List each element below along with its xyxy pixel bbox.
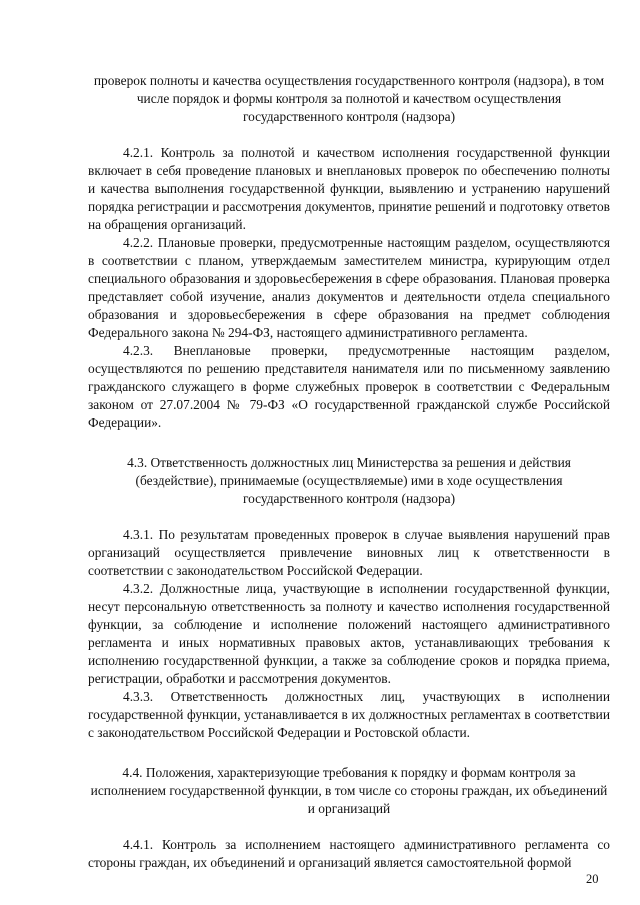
page-number: 20 [586, 872, 599, 886]
paragraph-4-2-1: 4.2.1. Контроль за полнотой и качеством исполнения государственной функции включает в себя проведение плановых и внеплановых проверок по обеспечению полноты и качества выполнения государственной функции, выявлению и устранению нарушений порядка регистрации и рассмотрения документов, принятие решений и подготовку ответов на обращения организаций. [88, 145, 610, 232]
paragraph-4-2-3: 4.2.3. Внеплановые проверки, предусмотренные настоящим разделом, осуществляются по решению представителя нанимателя или по письменному заявлению гражданского служащего в форме служебных проверок в соответствии с Федеральным законом от 27.07.2004 № 79-ФЗ «О государственной гражданской службе Российской Федерации». [88, 343, 610, 430]
paragraph-4-2-2: 4.2.2. Плановые проверки, предусмотренные настоящим разделом, осуществляются в соответствии с планом, утверждаемым заместителем министра, курирующим отдел специального образования и здоровьесбережения в сфере образования. Плановая проверка представляет собой изучение, анализ документов и деятельности отдела специального образования и здоровьесбережения в сфере образования на предмет соблюдения Федерального закона № 294-ФЗ, настоящего административного регламента. [88, 235, 610, 340]
paragraph-4-3-3: 4.3.3. Ответственность должностных лиц, участвующих в исполнении государственной функции, устанавливается в их должностных регламентах в соответствии с законодательством Российской Федерации и Ростовской области. [88, 689, 610, 740]
paragraph-4-3-1: 4.3.1. По результатам проведенных проверок в случае выявления нарушений прав организаций осуществляется привлечение виновных лиц к ответственности в соответствии с законодательством Российской Федерации. [88, 527, 610, 578]
section-heading-4-2: проверок полноты и качества осуществления государственного контроля (надзора), в том числе порядок и формы контроля за полнотой и качеством осуществления государственного контроля (надзора) [93, 73, 605, 124]
paragraph-4-4-1: 4.4.1. Контроль за исполнением настоящего административного регламента со стороны граждан, их объединений и организаций является самостоятельной формой [88, 837, 610, 870]
section-heading-4-3: 4.3. Ответственность должностных лиц Министерства за решения и действия (бездействие), принимаемые (осуществляемые) ими в ходе осуществления государственного контроля (надзора) [127, 455, 571, 506]
section-heading-4-4: 4.4. Положения, характеризующие требования к порядку и формам контроля за исполнением государственной функции, в том числе со стороны граждан, их объединений и организаций [90, 765, 608, 816]
document-page [88, 72, 610, 872]
paragraph-4-3-2: 4.3.2. Должностные лица, участвующие в исполнении государственной функции, несут персональную ответственность за полноту и качество исполнения государственной функции, за соблюдение и исполнение положений настоящего административного регламента и иных нормативных правовых актов, устанавливающих требования к исполнению государственной функции, а также за соблюдение сроков и порядка приема, регистрации, обработки и рассмотрения документов. [88, 581, 610, 686]
